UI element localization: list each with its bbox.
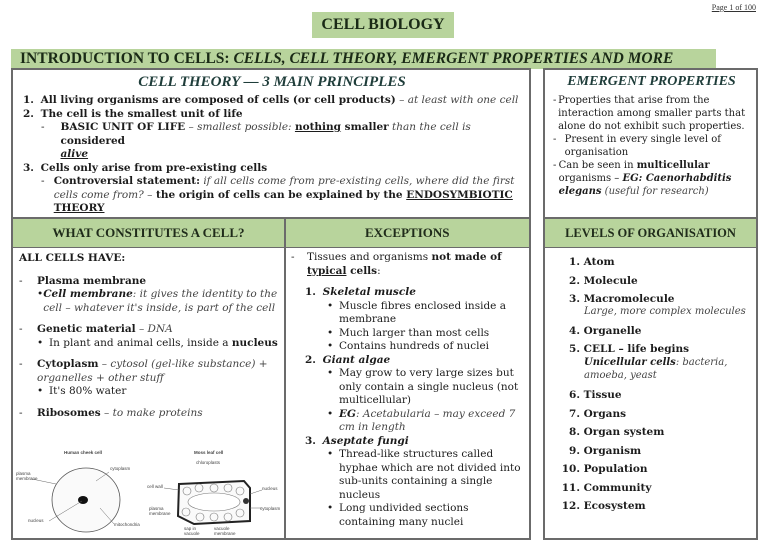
exceptions-intro: - Tissues and organisms not made of typical cells: — [291, 251, 502, 277]
section-title-italic: CELLS, CELL THEORY, EMERGENT PROPERTIES AND MORE — [233, 50, 674, 67]
diagram-label: cell wall — [147, 484, 163, 489]
sub-text: It's 80% water — [49, 385, 127, 397]
exception-number: 1. — [305, 286, 316, 298]
emergent-item: - Can be seen in multicellular organisms – EG: Caenorhabditis elegans (useful for research) — [553, 160, 732, 197]
moss-cell-title: Moss leaf cell — [194, 450, 224, 455]
bullet-text: Much larger than most cells — [339, 326, 490, 339]
sub-text: In plant and animal cells, inside a — [49, 336, 232, 349]
level-item — [560, 500, 755, 519]
component-name: Ribosomes — [37, 406, 101, 419]
level-name: Organs — [583, 407, 627, 420]
component-sub: • It's 80% water — [37, 385, 127, 397]
sub-italic: – smallest possible: — [185, 121, 295, 133]
principle-3-sub: - Controversial statement: if all cells come from pre-existing cells, where did the first cells come from? – the origin of cells can be explained by the ENDOSYMBIOTIC THEORY — [41, 175, 515, 214]
principle-3 — [23, 162, 521, 176]
exceptions-content — [291, 251, 527, 529]
principle-1 — [23, 94, 521, 108]
level-name: Organ system — [583, 426, 665, 438]
bullet-text: Contains hundreds of nuclei — [339, 340, 490, 352]
bullet-text: Muscle fibres enclosed inside a membrane — [339, 299, 506, 325]
levels-list — [560, 256, 755, 519]
component-plasma-membrane: - Plasma membrane — [19, 274, 147, 287]
exception-bullet: • Contains hundreds of nuclei — [327, 340, 490, 352]
sub-bold: Controversial statement: — [53, 175, 200, 187]
level-item — [560, 325, 755, 344]
component-ribosomes: - Ribosomes – to make proteins — [19, 406, 203, 419]
human-cell-title: Human cheek cell — [64, 450, 103, 455]
emergent-example: EG: Caenorhabditis elegans — [558, 173, 732, 197]
diagram-label: sap in vacuole — [184, 526, 200, 536]
constitutes-header: WHAT CONSTITUTES A CELL? — [13, 219, 284, 248]
level-number: 7. — [569, 407, 580, 420]
section-title — [11, 49, 716, 69]
cell-diagram — [14, 446, 282, 536]
emergent-text: Can be seen in — [558, 160, 637, 171]
diagram-label: plasma membrane — [16, 471, 38, 481]
component-note: – cytosol (gel-like substance) + organelles + other stuff — [37, 358, 268, 384]
exception-bullet: • Thread-like structures called hyphae which are not divided into sub-units containing a single nucleus — [291, 448, 527, 502]
component-name: Genetic material — [37, 323, 136, 335]
bullet-text: Long undivided sections containing many nuclei — [339, 502, 469, 528]
level-item — [560, 445, 755, 464]
principle-number: 3. — [23, 161, 34, 174]
exceptions-header: EXCEPTIONS — [286, 219, 530, 248]
emergent-text: Present in every single level of organisation — [564, 134, 721, 158]
sub-italic2: than the cell is — [388, 121, 471, 133]
endosymbiotic-theory: ENDOSYMBIOTIC THEORY — [53, 188, 513, 214]
component-name: Cytoplasm — [37, 358, 99, 370]
emergent-text: organisms – — [558, 173, 623, 184]
level-item — [560, 293, 755, 306]
diagram-label: nucleus — [262, 486, 278, 491]
level-number: 4. — [569, 324, 580, 337]
component-genetic-material: - Genetic material – DNA — [19, 323, 173, 335]
diagram-label: cytoplasm — [260, 506, 281, 511]
principle-number: 2. — [23, 107, 34, 120]
level-item — [560, 275, 755, 294]
principle-2 — [23, 108, 521, 122]
level-item — [560, 482, 755, 501]
all-cells-have: ALL CELLS HAVE: — [19, 252, 126, 264]
level-item — [560, 256, 755, 275]
sub-bold-italic: Cell membrane — [43, 288, 133, 300]
exception-bullet: • Long undivided sections containing many nuclei — [291, 502, 527, 529]
sub-underline: nothing — [294, 121, 342, 133]
bullet-text: May grow to very large sizes but only contain a single nucleus (not multicellular) — [339, 367, 519, 406]
principle-text: The cell is the smallest unit of life — [40, 107, 243, 120]
sub-italic: if all cells come from pre-existing cells, where did the first cells come from? – — [53, 175, 515, 201]
levels-header: LEVELS OF ORGANISATION — [545, 219, 756, 248]
constitutes-content — [19, 252, 281, 420]
level-number: 8. — [569, 426, 580, 438]
level-note: Large, more complex molecules — [584, 306, 746, 317]
level-name: Organelle — [583, 324, 642, 337]
intro-bold2: cells — [346, 264, 378, 277]
emergent-title: EMERGENT PROPERTIES — [567, 74, 736, 89]
level-item — [560, 389, 755, 408]
level-number: 12. — [561, 500, 580, 512]
level-name: Macromolecule — [583, 293, 675, 305]
sub-italic: : it gives the identity to the cell – whatever it's inside, is part of the cell — [43, 288, 278, 314]
emergent-item: - Present in every single level of organisation — [553, 133, 750, 159]
exception-giant-algae — [291, 354, 527, 368]
emergent-text: Properties that arise from the interaction among smaller parts that alone do not exhibit such properties. — [558, 95, 746, 132]
level-name: CELL – life begins — [583, 343, 690, 355]
principle-number: 1. — [23, 94, 34, 106]
level-name: Molecule — [583, 274, 638, 287]
level-note-bold: Unicellular cells — [584, 357, 676, 368]
sub-bold3: considered — [60, 134, 125, 147]
level-item — [560, 463, 755, 482]
level-item — [560, 408, 755, 427]
sub-alive: alive — [60, 148, 89, 160]
emergent-bold: multicellular — [636, 160, 710, 171]
intro-underline: typical — [307, 264, 347, 277]
exception-number: 2. — [305, 353, 316, 366]
sub-bold: nucleus — [231, 336, 278, 349]
level-number: 2. — [569, 274, 580, 287]
principle-text: All living organisms are composed of cells (or cell products) — [40, 94, 396, 106]
exception-bullet: • Much larger than most cells — [327, 326, 490, 339]
exception-name: Skeletal muscle — [322, 286, 416, 298]
level-name: Tissue — [583, 389, 622, 401]
diagram-label: mitochondria — [114, 522, 140, 527]
document-title: CELL BIOLOGY — [312, 12, 454, 38]
exception-number: 3. — [305, 434, 316, 447]
sub-bold: BASIC UNIT OF LIFE — [60, 121, 186, 133]
level-name: Atom — [583, 256, 615, 268]
exception-bullet: • Muscle fibres enclosed inside a membrane — [291, 300, 527, 327]
intro-bold: not made of — [431, 251, 502, 263]
level-note — [560, 356, 755, 389]
section-title-plain: INTRODUCTION TO CELLS: — [20, 50, 234, 67]
cell-theory-title: CELL THEORY — 3 MAIN PRINCIPLES — [138, 74, 406, 90]
level-number: 1. — [569, 256, 580, 268]
diagram-label: plasma membrane — [149, 506, 171, 516]
exception-bullet: • May grow to very large sizes but only contain a single nucleus (not multicellular) — [291, 367, 527, 408]
intro-colon: : — [377, 264, 381, 277]
cell-theory-box — [11, 68, 531, 219]
level-name: Organism — [583, 444, 642, 457]
level-note-text: : bacteria, amoeba, yeast — [584, 357, 728, 381]
bullet-text: Thread-like structures called hyphae which are not divided into sub-units containing a single nucleus — [339, 448, 521, 501]
component-cytoplasm: - Cytoplasm – cytosol (gel-like substance) + organelles + other stuff — [19, 358, 268, 384]
component-sub: • Cell membrane: it gives the identity to the cell – whatever it's inside, is part of the cell — [37, 288, 278, 314]
cell-diagrams-illustration — [14, 446, 282, 536]
exception-aseptate-fungi — [291, 435, 527, 449]
level-number: 6. — [569, 389, 580, 401]
principle-2-sub: - BASIC UNIT OF LIFE – smallest possible: nothing smaller than the cell is considered alive — [41, 121, 471, 160]
level-item — [560, 343, 755, 356]
component-sub: • In plant and animal cells, inside a nucleus — [37, 336, 278, 349]
principle-note: – at least with one cell — [395, 94, 519, 106]
exception-name: Giant algae — [322, 353, 391, 366]
component-note: – DNA — [135, 323, 173, 335]
level-number: 5. — [569, 343, 580, 355]
level-number: 11. — [561, 481, 580, 494]
level-name: Ecosystem — [583, 500, 646, 512]
emergent-box — [543, 68, 758, 219]
column-divider — [284, 217, 286, 540]
page-indicator: Page 1 of 100 — [711, 3, 756, 12]
level-number: 9. — [569, 444, 580, 457]
sub-bold2: the origin of cells can be explained by the — [152, 188, 407, 201]
level-number: 3. — [569, 293, 580, 305]
intro-text: Tissues and organisms — [307, 251, 432, 263]
diagram-label: nucleus — [28, 518, 44, 523]
diagram-label: cytoplasm — [110, 466, 131, 471]
diagram-label: chloroplasts — [196, 460, 221, 465]
level-number: 10. — [561, 463, 580, 475]
exception-example: • EG: Acetabularia – may exceed 7 cm in length — [327, 407, 516, 433]
emergent-item: - Properties that arise from the interaction among smaller parts that alone do not exhibit such properties. — [553, 94, 750, 133]
emergent-note: (useful for research) — [601, 186, 709, 197]
component-name: Plasma membrane — [37, 274, 147, 287]
level-name: Community — [583, 481, 652, 494]
component-note: – to make proteins — [100, 406, 203, 419]
principle-text: Cells only arise from pre-existing cells — [40, 161, 268, 174]
example-label: EG — [339, 407, 356, 420]
exception-skeletal-muscle — [291, 286, 527, 300]
level-item — [560, 426, 755, 445]
example-text: : Acetabularia – may exceed 7 cm in length — [339, 407, 516, 433]
exception-name: Aseptate fungi — [322, 434, 409, 447]
level-name: Population — [583, 463, 648, 475]
diagram-label: vacuole membrane — [214, 526, 236, 536]
sub-bold2: smaller — [341, 121, 389, 133]
